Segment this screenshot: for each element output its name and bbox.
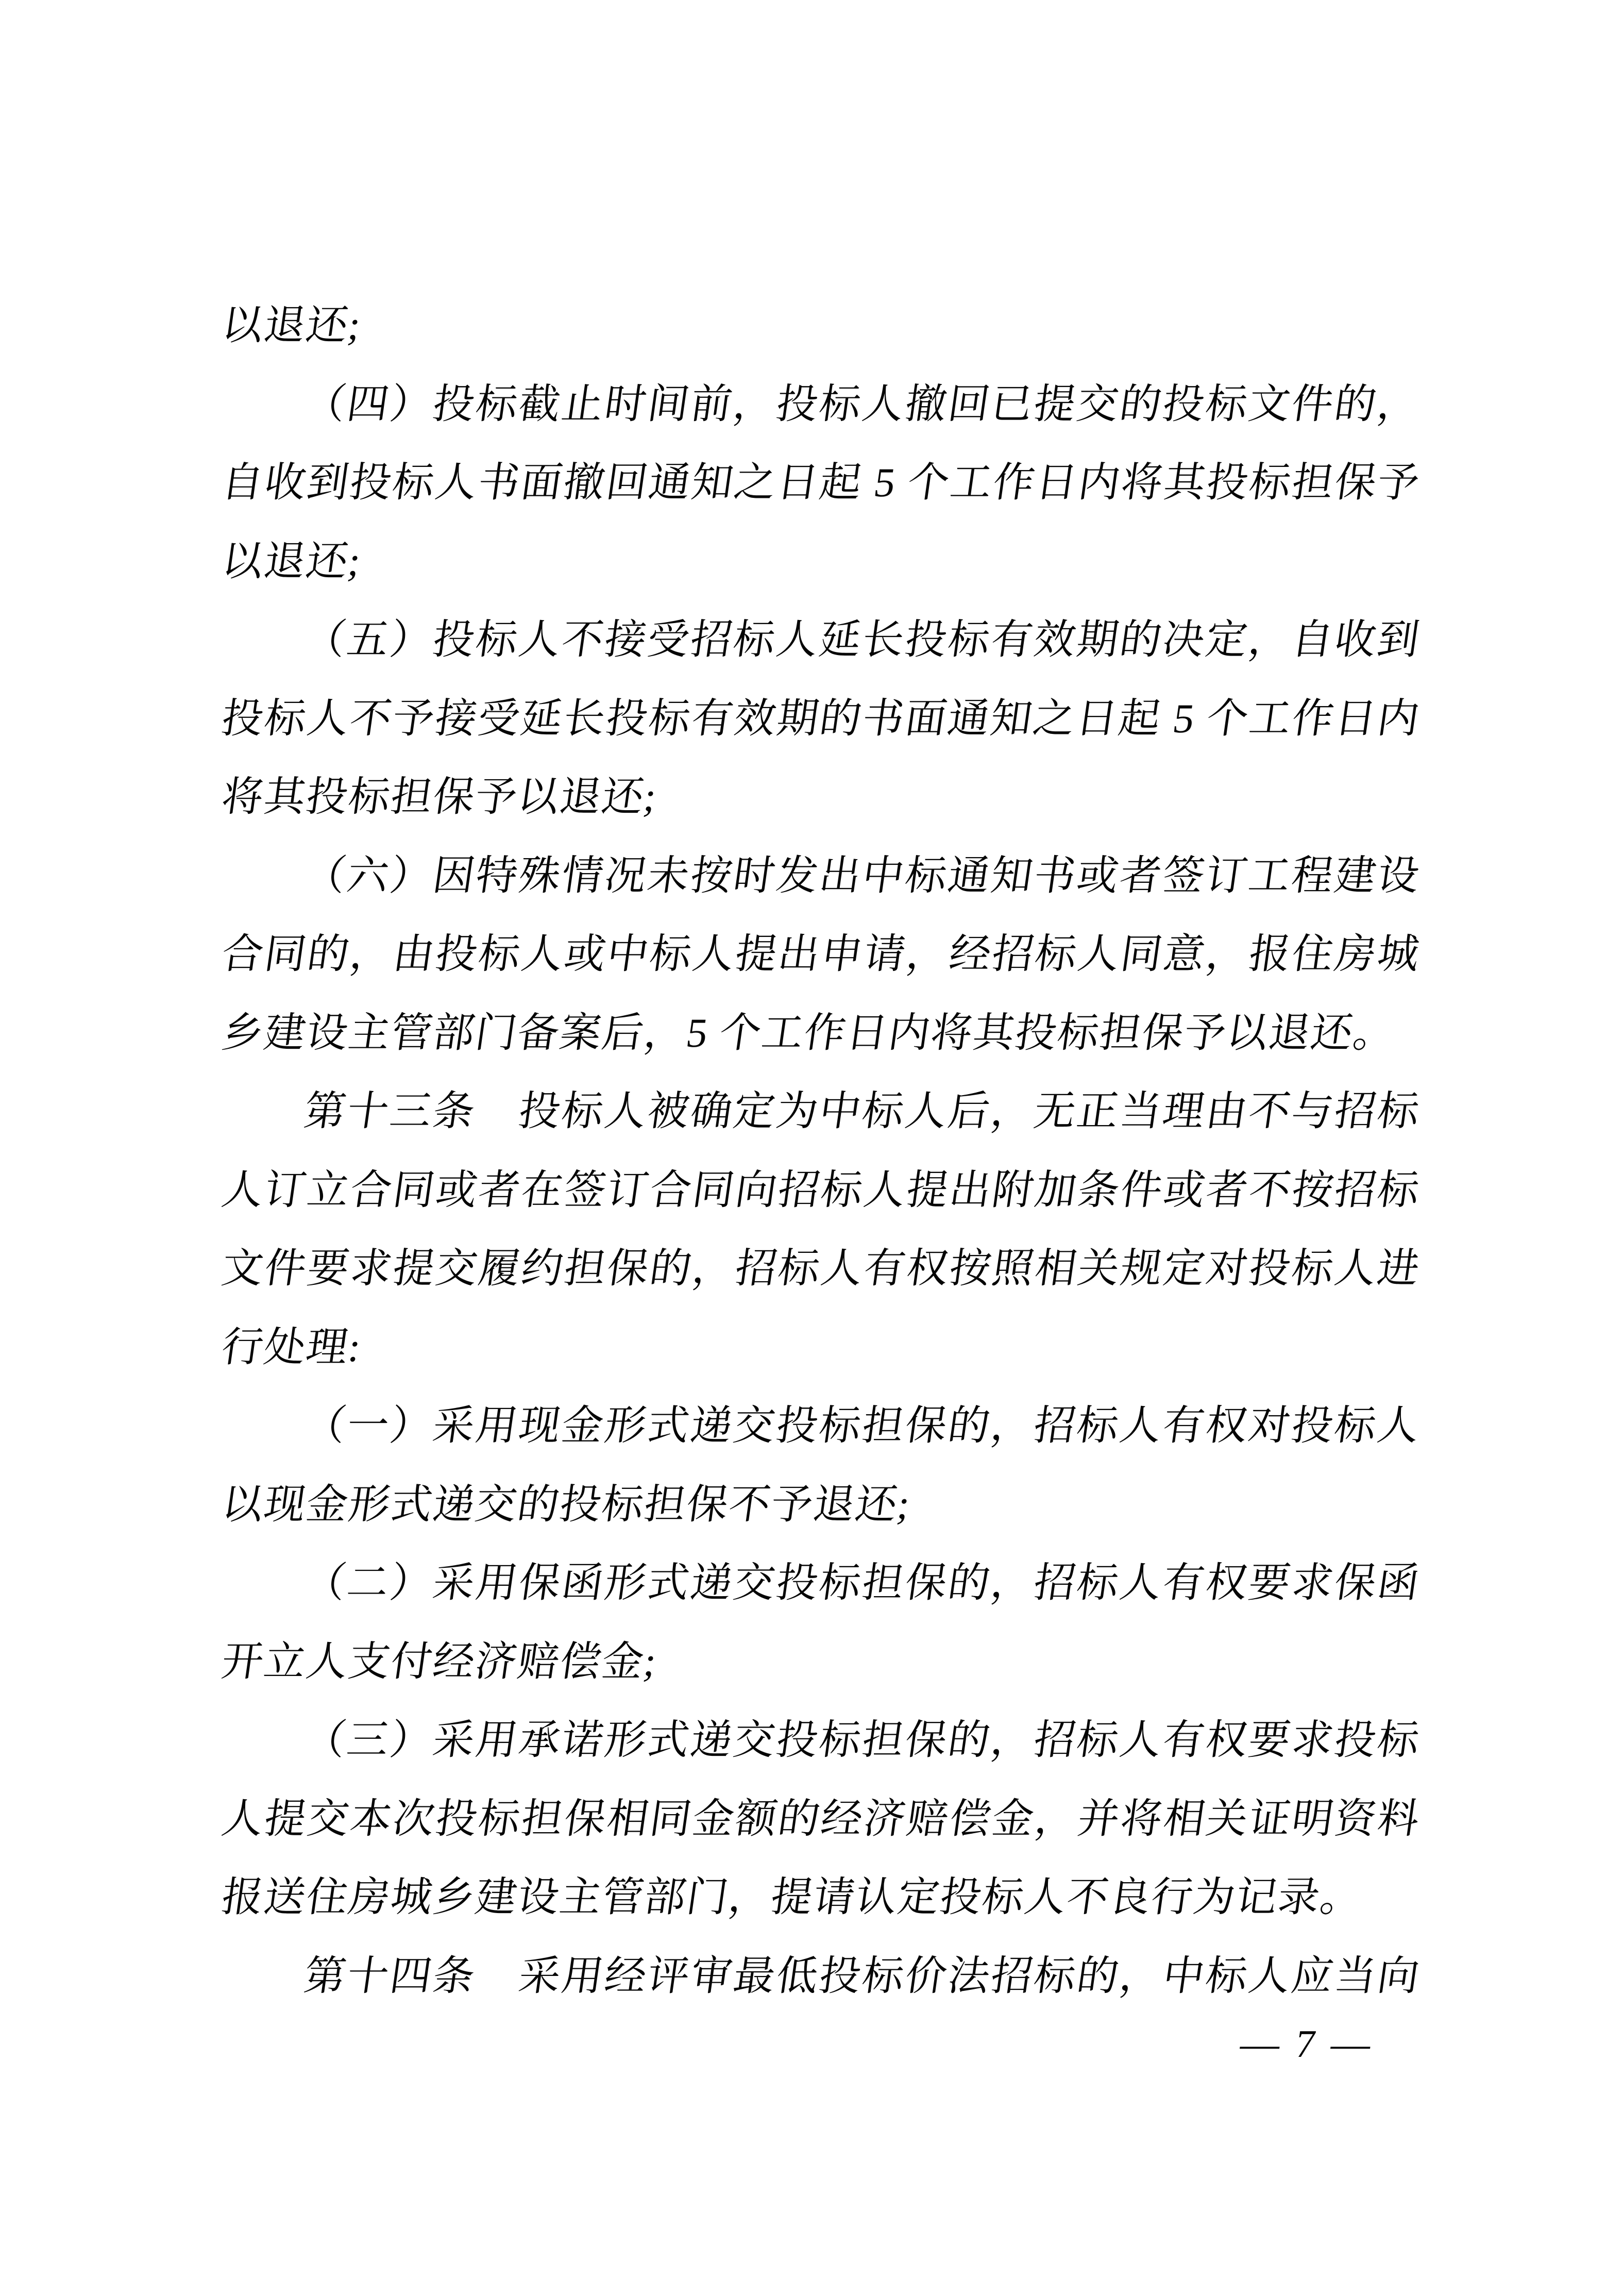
text-line: 第十四条 采用经评审最低投标价法招标的，中标人应当向 (301, 1953, 1423, 1999)
text-line: （二）采用保函形式递交投标担保的，招标人有权要求保函 (301, 1561, 1423, 1606)
text-line: 报送住房城乡建设主管部门，提请认定投标人不良行为记录。 (218, 1875, 1366, 1920)
text-line: 以退还; (218, 303, 365, 348)
text-line: （五）投标人不接受招标人延长投标有效期的决定，自收到 (301, 617, 1423, 663)
text-line: （一）采用现金形式递交投标担保的，招标人有权对投标人 (301, 1403, 1423, 1449)
text-line: （三）采用承诺形式递交投标担保的，招标人有权要求投标 (301, 1718, 1423, 1763)
text-line: 行处理: (218, 1325, 365, 1370)
text-line: （四）投标截止时间前，投标人撤回已提交的投标文件的， (301, 381, 1423, 427)
text-line: 第十三条 投标人被确定为中标人后，无正当理由不与招标 (301, 1089, 1423, 1134)
text-line: 开立人支付经济赔偿金; (218, 1639, 661, 1685)
text-line: 以现金形式递交的投标担保不予退还; (218, 1482, 914, 1528)
document-body (216, 287, 1423, 2016)
text-line: 人订立合同或者在签订合同向招标人提出附加条件或者不按招标 (218, 1167, 1423, 1213)
text-line: 文件要求提交履约担保的，招标人有权按照相关规定对投标人进 (218, 1246, 1423, 1292)
text-line: 乡建设主管部门备案后，5 个工作日内将其投标担保予以退还。 (218, 1010, 1399, 1056)
text-line: 自收到投标人书面撤回通知之日起 5 个工作日内将其投标担保予 (218, 460, 1423, 506)
text-line: 将其投标担保予以退还; (218, 775, 661, 820)
text-line: （六）因特殊情况未按时发出中标通知书或者签订工程建设 (301, 853, 1423, 899)
text-line: 人提交本次投标担保相同金额的经济赔偿金，并将相关证明资料 (218, 1796, 1423, 1842)
text-line: 合同的，由投标人或中标人提出申请，经招标人同意，报住房城 (218, 932, 1423, 977)
text-line: 以退还; (218, 539, 365, 584)
page-number: — 7 — (1237, 2022, 1377, 2066)
text-line: 投标人不予接受延长投标有效期的书面通知之日起 5 个工作日内 (218, 696, 1423, 742)
